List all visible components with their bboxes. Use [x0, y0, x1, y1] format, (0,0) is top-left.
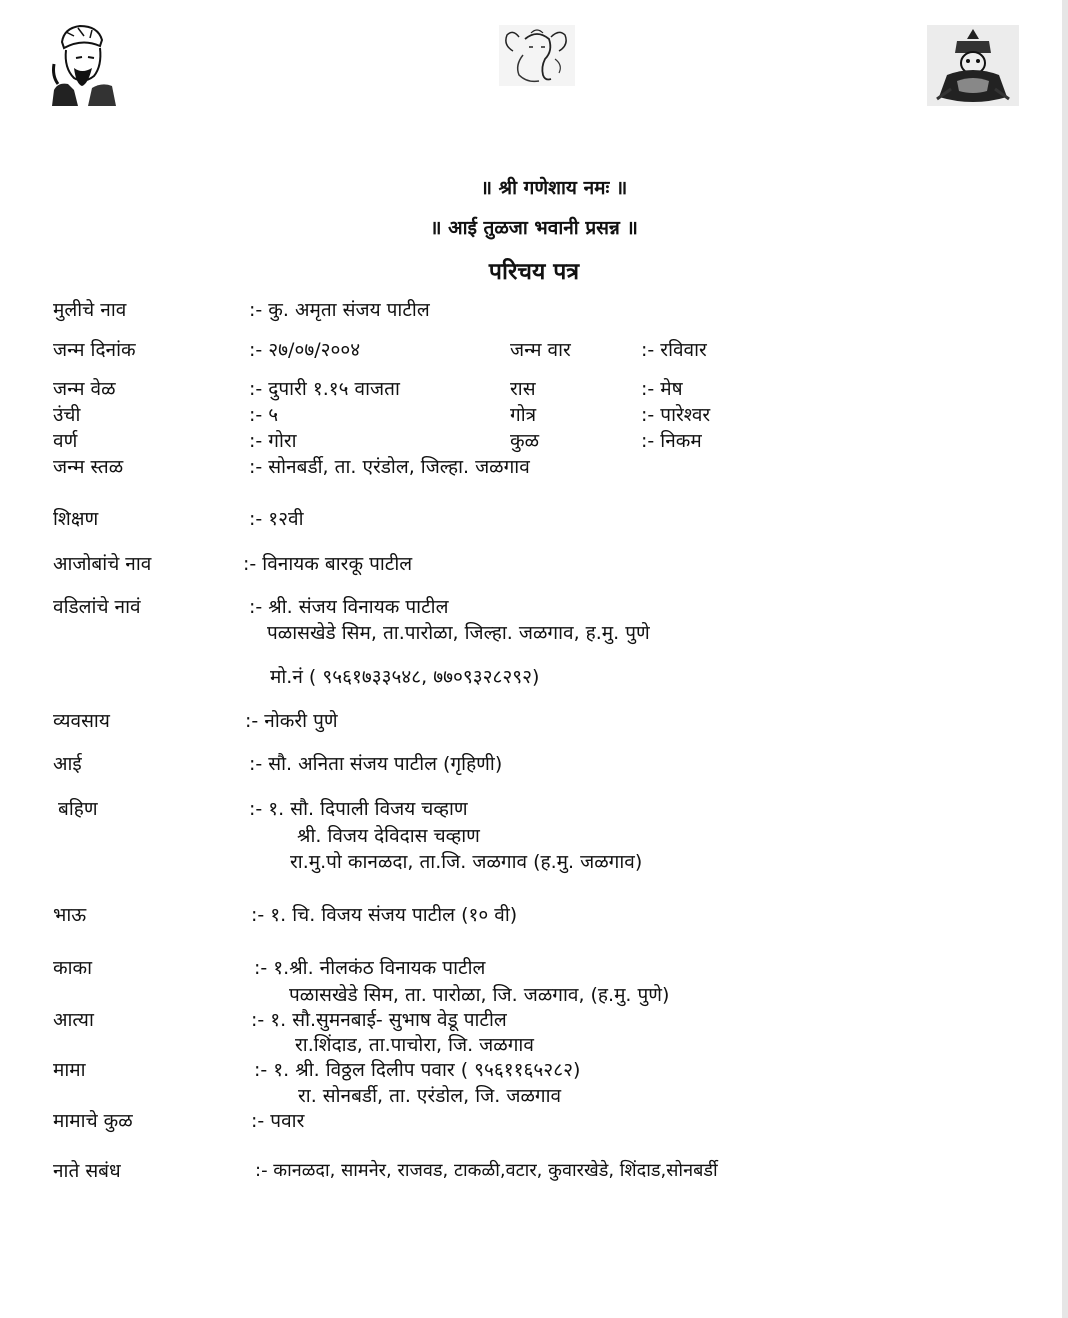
mama-kul-label: मामाचे कुळ	[53, 1110, 133, 1132]
mama-kul-value: :- पवार	[251, 1110, 305, 1132]
gotra-label: गोत्र	[510, 404, 537, 426]
tulja-bhavani-image	[927, 25, 1019, 106]
father-mobile: मो.नं ( ९५६१७३३५४८, ७७०९३२८२९२)	[270, 666, 540, 688]
birth-time-value: :- दुपारी १.१५ वाजता	[249, 378, 400, 400]
invocation-bhavani: ॥ आई तुळजा भवानी प्रसन्न ॥	[430, 217, 638, 239]
aunt-value: :- १. सौ.सुमनबाई- सुभाष वेडू पाटील	[251, 1009, 507, 1031]
occupation-label: व्यवसाय	[53, 710, 110, 732]
uncle-label: काका	[53, 957, 93, 979]
name-value: :- कु. अमृता संजय पाटील	[249, 299, 430, 321]
relations-label: नाते सबंध	[53, 1160, 121, 1182]
invocation-ganesha: ॥ श्री गणेशाय नमः ॥	[480, 177, 628, 199]
uncle-address: पळासखेडे सिम, ता. पारोळा, जि. जळगाव, (ह.मु. पुणे)	[289, 984, 670, 1006]
uncle-value: :- १.श्री. नीलकंठ विनायक पाटील	[254, 957, 486, 979]
father-address: पळासखेडे सिम, ता.पारोळा, जिल्हा. जळगाव, ह.मु. पुणे	[267, 622, 650, 644]
sister-husband: श्री. विजय देविदास चव्हाण	[297, 825, 480, 847]
shivaji-portrait-image	[44, 24, 122, 106]
dob-value: :- २७/०७/२००४	[249, 339, 361, 361]
grandfather-value: :- विनायक बारकू पाटील	[243, 553, 413, 575]
birthplace-value: :- सोनबर्डी, ता. एरंडोल, जिल्हा. जळगाव	[249, 456, 530, 478]
kul-value: :- निकम	[641, 430, 702, 452]
mother-label: आई	[53, 753, 82, 775]
page-title: परिचय पत्र	[488, 259, 580, 285]
grandfather-label: आजोबांचे नाव	[53, 553, 152, 575]
sister-value: :- १. सौ. दिपाली विजय चव्हाण	[249, 798, 468, 820]
complexion-label: वर्ण	[53, 430, 78, 452]
birth-day-value: :- रविवार	[641, 339, 707, 361]
name-label: मुलीचे नाव	[53, 299, 127, 321]
brother-value: :- १. चि. विजय संजय पाटील (१० वी)	[251, 904, 518, 926]
mama-value: :- १. श्री. विठ्ठल दिलीप पवार ( ९५६११६५२८२)	[254, 1059, 581, 1081]
gotra-value: :- पारेश्वर	[641, 404, 711, 426]
aunt-label: आत्या	[53, 1009, 94, 1031]
birth-time-label: जन्म वेळ	[53, 378, 116, 400]
relations-value: :- कानळदा, सामनेर, राजवड, टाकळी,वटार, कुवारखेडे, शिंदाड,सोनबर्डी	[255, 1160, 718, 1181]
mama-address: रा. सोनबर्डी, ता. एरंडोल, जि. जळगाव	[298, 1085, 562, 1107]
complexion-value: :- गोरा	[249, 430, 297, 452]
sister-label: बहिण	[58, 798, 98, 820]
mother-value: :- सौ. अनिता संजय पाटील (गृहिणी)	[249, 753, 503, 775]
birthplace-label: जन्म स्तळ	[53, 456, 124, 478]
ganesha-image	[499, 25, 575, 86]
aunt-address: रा.शिंदाड, ता.पाचोरा, जि. जळगाव	[295, 1034, 534, 1056]
height-value: :- ५	[249, 404, 279, 426]
dob-label: जन्म दिनांक	[53, 339, 136, 361]
brother-label: भाऊ	[53, 904, 87, 926]
birth-day-label: जन्म वार	[510, 339, 571, 361]
rashi-value: :- मेष	[641, 378, 683, 400]
sister-address: रा.मु.पो कानळदा, ता.जि. जळगाव (ह.मु. जळगाव)	[290, 851, 643, 873]
rashi-label: रास	[510, 378, 536, 400]
education-value: :- १२वी	[249, 508, 304, 530]
occupation-value: :- नोकरी पुणे	[245, 710, 338, 732]
kul-label: कुळ	[510, 430, 540, 452]
height-label: उंची	[53, 404, 81, 426]
father-value: :- श्री. संजय विनायक पाटील	[249, 596, 449, 618]
father-label: वडिलांचे नावं	[53, 596, 141, 618]
education-label: शिक्षण	[53, 508, 99, 530]
mama-label: मामा	[53, 1059, 86, 1081]
